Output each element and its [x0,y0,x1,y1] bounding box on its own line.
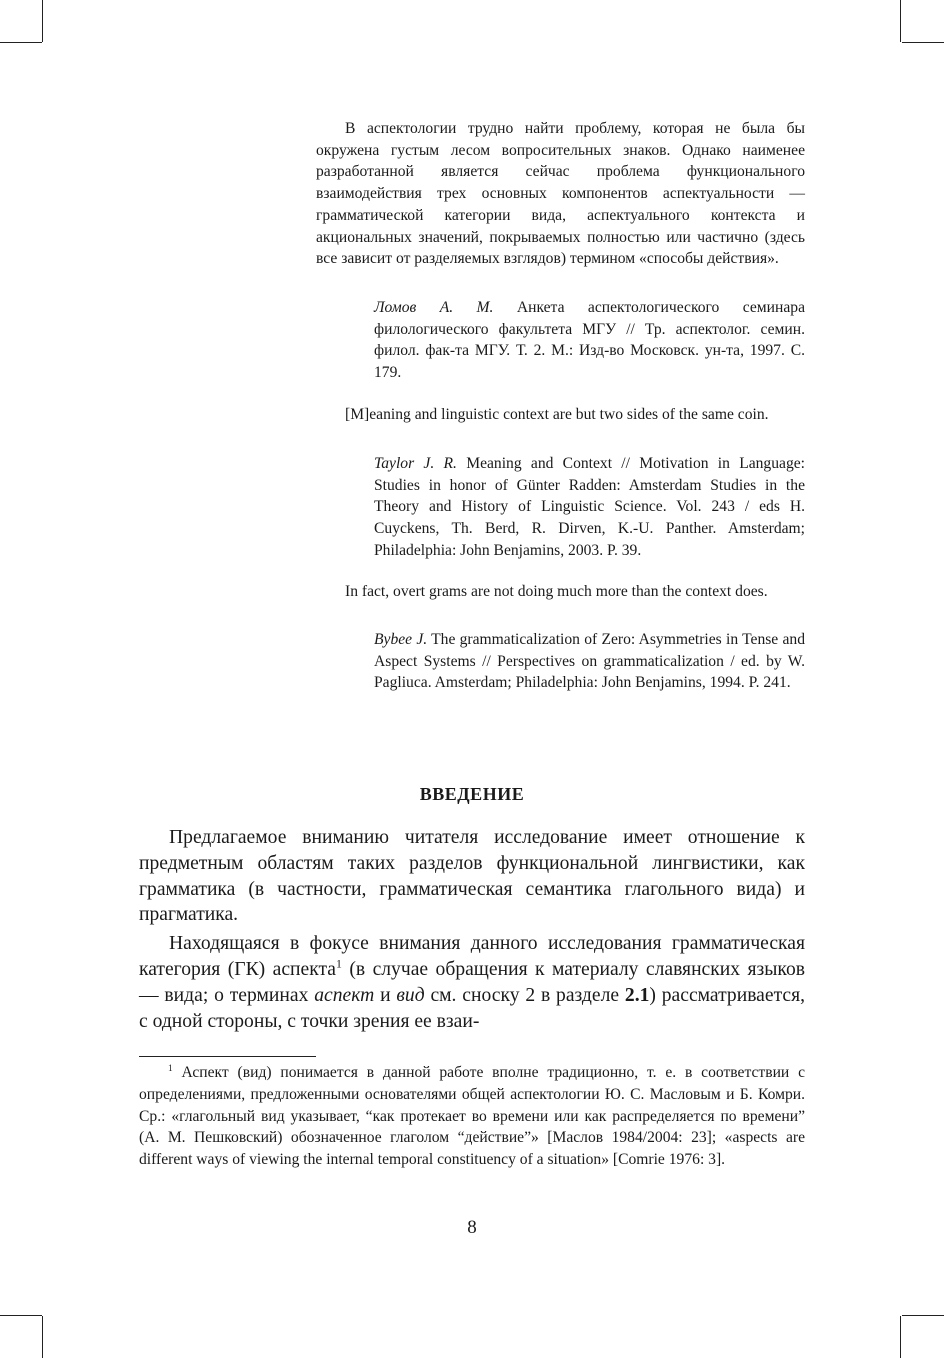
epigraph-author: Ломов А. М. [374,299,494,316]
epigraph-quote: В аспектологии трудно найти проблему, которая не была бы окружена густым лесом вопросительных знаков. Однако наименее разработанной является сейчас проблема функционального взаимодействия трех основных компонентов аспектуальности — грамматической категории вида, аспектуального контекста и акциональных значений, покрываемых полностью или частично (здесь все зависит от разделяемых взглядов) термином «способы действия». [316,120,805,268]
crop-mark [0,1315,42,1316]
epigraph-author: Taylor J. R. [374,455,457,472]
footnote-ref: 1 [336,957,342,971]
crop-mark [902,1315,944,1316]
body-text [139,825,805,1034]
crop-mark [902,42,944,43]
crop-mark [0,42,42,43]
crop-mark [900,1316,901,1358]
crop-mark [900,0,901,42]
footnote [139,1062,805,1171]
epigraph-quote: [M]eaning and linguistic context are but two sides of the same coin. [345,406,769,423]
crop-mark [42,0,43,42]
epigraph-author: Bybee J. [374,631,428,648]
page-number: 8 [467,1217,477,1238]
crop-mark [42,1316,43,1358]
section-ref: 2.1 [624,984,650,1006]
epigraph-source [374,297,805,384]
epigraph-source-text: The grammaticalization of Zero: Asymmetries in Tense and Aspect Systems // Perspectives on grammaticalization / ed. by W. Pagliuca. Amsterdam; Philadelphia: John Benjamins, 1994. P. 241. [374,631,805,692]
section-heading: ВВЕДЕНИЕ [419,784,525,804]
epigraph-quote: In fact, overt grams are not doing much more than the context does. [345,583,768,600]
epigraph-source [374,453,805,562]
footnote-text: Аспект (вид) понимается в данной работе вполне традиционно, т. е. в соответствии с определениями, предложенными основателями общей аспектологии Ю. С. Масловым и Б. Комри. Ср.: «глагольный вид указывает, “как протекает во времени или как распределяется по времени” (А. М. Пешковский) обозначенное глаголом “действие”» [Маслов 1984/2004: 23]; «aspects are different ways of viewing the internal temporal constituency of a situation» [Comrie 1976: 3]. [139,1064,805,1169]
epigraph-source-text: Meaning and Context // Motivation in Language: Studies in honor of Günter Radden: Amsterdam Studies in the Theory and History of Linguistic Science. Vol. 243 / eds H. Cuyckens, Th. Berd, R. Dirven, K.-U. Panther. Amsterdam; Philadelphia: John Benjamins, 2003. P. 39. [374,455,806,559]
body-paragraph: Находящаяся в фокусе внимания данного исследования грамматическая категория (ГК) аспекта$^1$ (в случае обращения к материалу славянских языков — вида; о терминах аспект и вид см. сноску 2 в разделе 2.1) рассматривается, с одной стороны, с точки зрения ее взаи- [139,933,806,1032]
footnote-mark: 1 [168,1063,173,1074]
epigraph-source-text: Анкета аспектологического семинара филологического факультета МГУ // Тр. аспектолог. семин. филол. фак-та МГУ. Т. 2. М.: Изд-во Московск. ун-та, 1997. С. 179. [374,299,805,382]
epigraph-source [374,629,805,694]
footnote-rule [139,1056,316,1057]
body-paragraph: Предлагаемое вниманию читателя исследование имеет отношение к предметным областям таких разделов функциональной лингвистики, как грамматика (в частности, грамматическая семантика глагольного вида) и прагматика. [139,827,805,926]
